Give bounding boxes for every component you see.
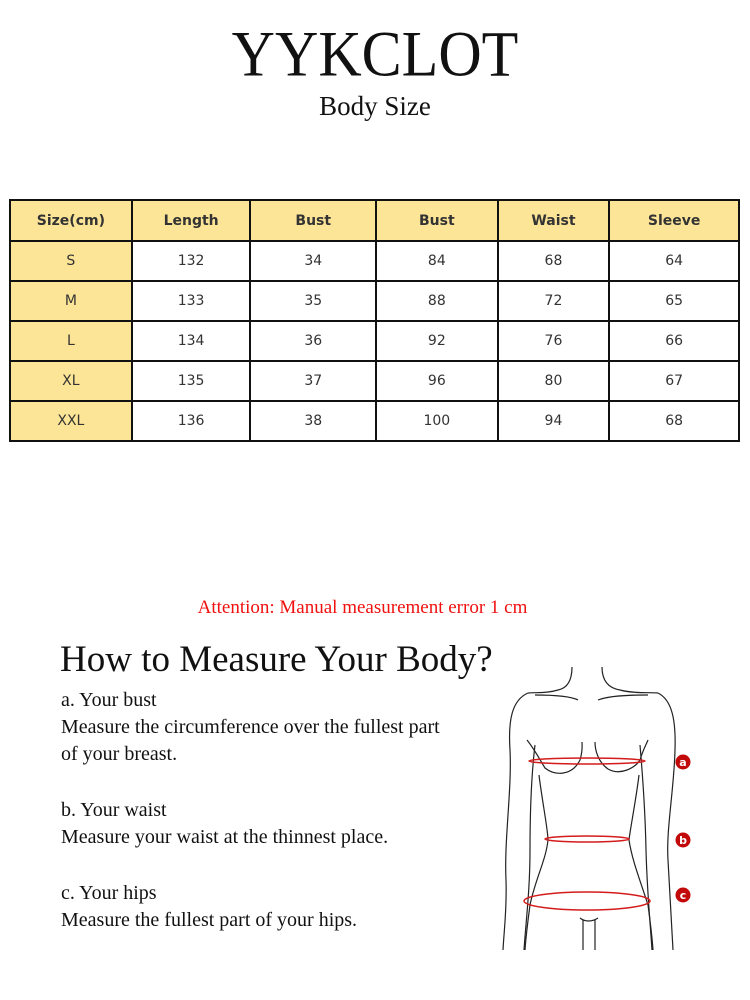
marker-c-icon (676, 888, 691, 903)
column-header-bust-circumference: Bust (376, 200, 498, 241)
bust-cell: 38 (250, 401, 376, 441)
table-row (10, 241, 739, 281)
bust-circumference-cell: 100 (376, 401, 498, 441)
length-cell: 136 (132, 401, 251, 441)
waist-cell: 68 (498, 241, 610, 281)
column-header-sleeve: Sleeve (609, 200, 739, 241)
guide-title: How to Measure Your Body? (60, 639, 493, 680)
step-b-label: b. Your waist (61, 799, 167, 821)
table-header-row (10, 200, 739, 241)
waist-cell: 80 (498, 361, 610, 401)
waist-cell: 94 (498, 401, 610, 441)
table-row (10, 281, 739, 321)
column-header-length: Length (132, 200, 251, 241)
step-a-text-line2: of your breast. (61, 743, 178, 765)
size-cell: M (10, 281, 132, 321)
step-a-text-line1: Measure the circumference over the fullest part (61, 716, 440, 738)
waist-cell: 76 (498, 321, 610, 361)
marker-a-icon (676, 755, 691, 770)
size-cell: S (10, 241, 132, 281)
size-chart-table (9, 199, 740, 442)
bust-circumference-cell: 96 (376, 361, 498, 401)
bust-circumference-cell: 88 (376, 281, 498, 321)
step-c-text: Measure the fullest part of your hips. (61, 909, 358, 931)
column-header-waist: Waist (498, 200, 610, 241)
table-row (10, 361, 739, 401)
length-cell: 134 (132, 321, 251, 361)
length-cell: 135 (132, 361, 251, 401)
bust-cell: 35 (250, 281, 376, 321)
sleeve-cell: 67 (609, 361, 739, 401)
sleeve-cell: 66 (609, 321, 739, 361)
step-b-text: Measure your waist at the thinnest place. (61, 826, 389, 848)
size-cell: XXL (10, 401, 132, 441)
waist-cell: 72 (498, 281, 610, 321)
size-cell: XL (10, 361, 132, 401)
marker-b-icon (676, 833, 691, 848)
column-header-bust: Bust (250, 200, 376, 241)
brand-title: YYKCLOT (231, 18, 519, 90)
sleeve-cell: 64 (609, 241, 739, 281)
svg-text:a: a (679, 756, 687, 769)
sleeve-cell: 65 (609, 281, 739, 321)
svg-text:b: b (679, 834, 687, 847)
size-cell: L (10, 321, 132, 361)
step-c-label: c. Your hips (61, 882, 157, 904)
bust-circumference-cell: 92 (376, 321, 498, 361)
length-cell: 132 (132, 241, 251, 281)
column-header-size: Size(cm) (10, 200, 132, 241)
page-subtitle: Body Size (319, 91, 431, 121)
bust-cell: 34 (250, 241, 376, 281)
length-cell: 133 (132, 281, 251, 321)
svg-text:c: c (679, 889, 687, 902)
sleeve-cell: 68 (609, 401, 739, 441)
table-row (10, 401, 739, 441)
table-row (10, 321, 739, 361)
step-a-label: a. Your bust (61, 689, 157, 711)
body-measurement-figure (490, 650, 710, 950)
bust-cell: 37 (250, 361, 376, 401)
bust-cell: 36 (250, 321, 376, 361)
bust-circumference-cell: 84 (376, 241, 498, 281)
attention-note: Attention: Manual measurement error 1 cm (197, 597, 528, 618)
